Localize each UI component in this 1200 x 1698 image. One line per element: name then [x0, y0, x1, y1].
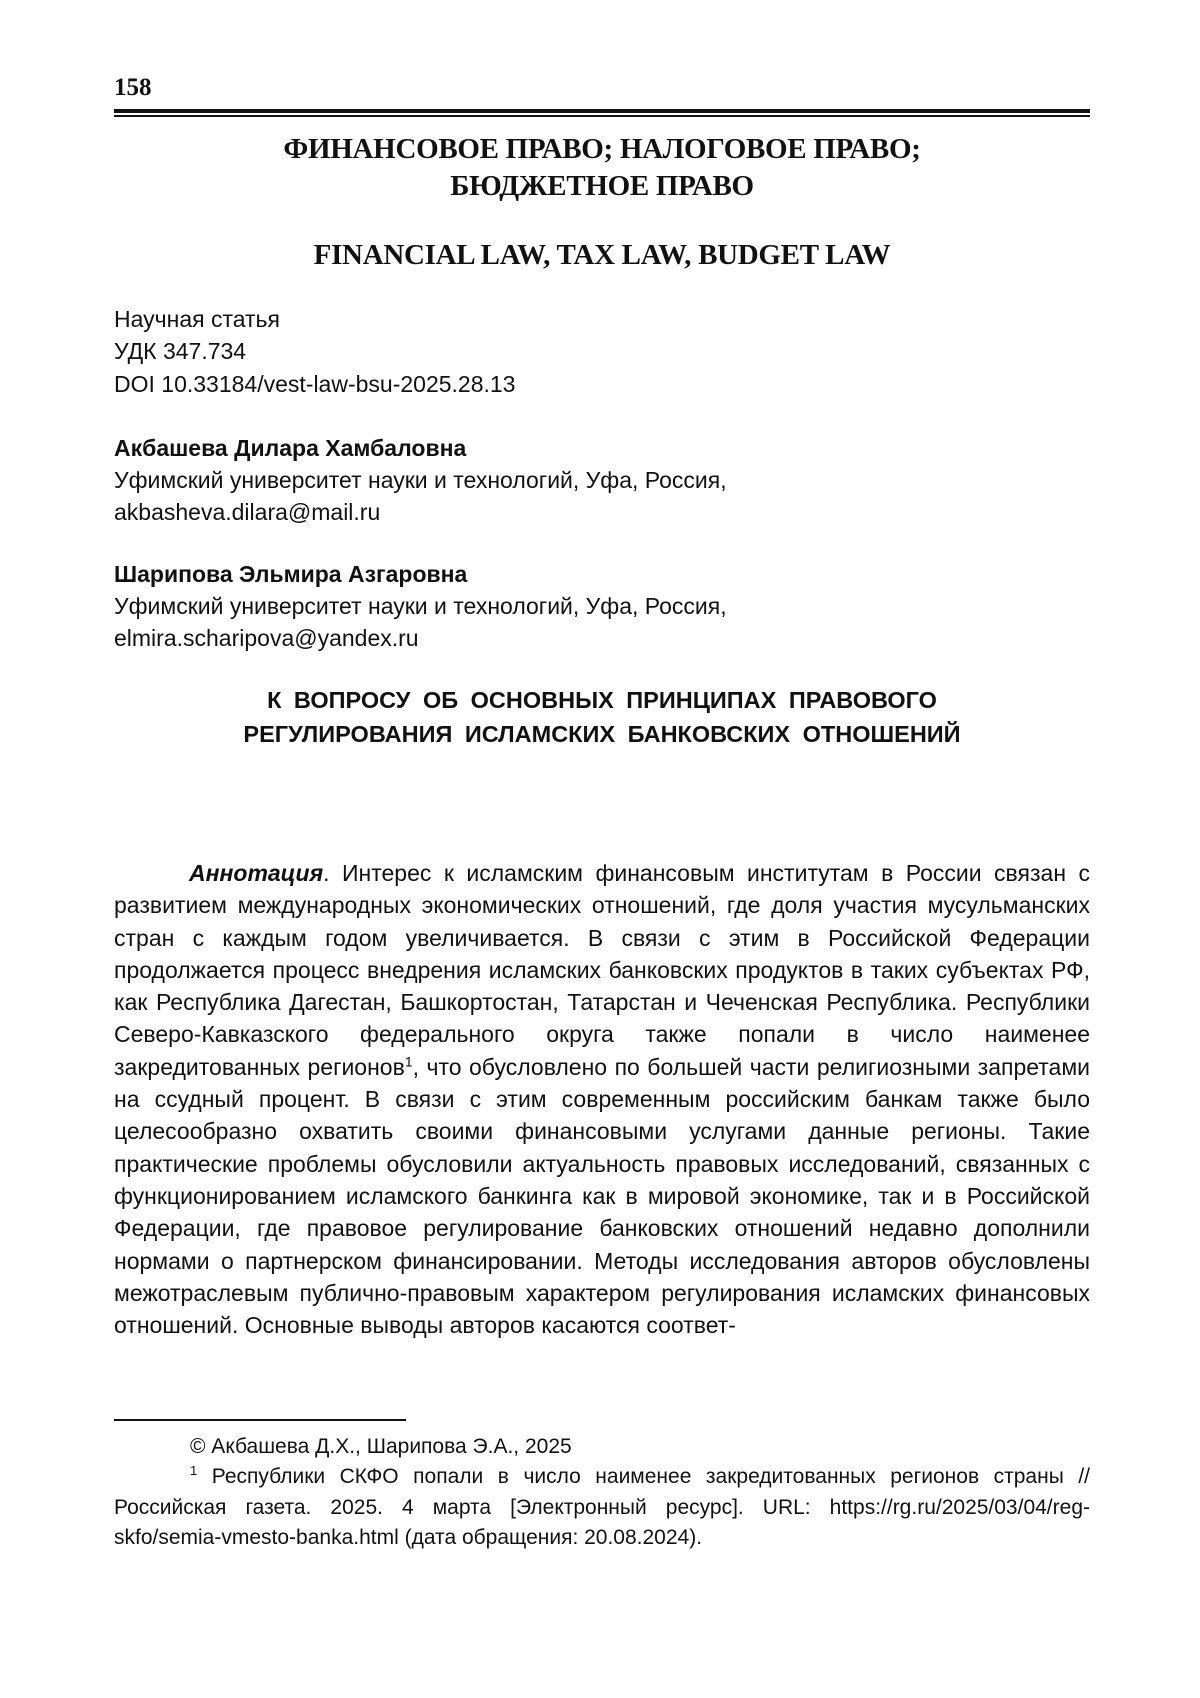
- udk-code: УДК 347.734: [114, 338, 247, 364]
- header-rule: [114, 109, 1090, 117]
- footnote-1: [114, 1462, 1090, 1554]
- author-1-email[interactable]: akbasheva.dilara@mail.ru: [114, 499, 381, 525]
- author-1-name: Акбашева Дилара Хамбаловна: [114, 435, 467, 461]
- footnote-ref-1[interactable]: 1: [404, 1053, 413, 1070]
- header-rule-thick: [114, 109, 1090, 113]
- abstract-text-part2: , что обусловлено по большей части религиозными запретами на ссудный процент. В связи с этим современным российским банкам также было целесообразно охватить своими финансовыми услугами данные регионы. Такие практические проблемы обусловили актуальность правовых исследований, связанных с функционированием исламского банкинга как в мировой экономике, так и в Российской Федерации, где правовое регулирование банковских отношений недавно дополнили нормами о партнерском финансировании. Методы исследования авторов обусловлены межотраслевым публично-правовым характером регулирования исламских финансовых отношений. Основные выводы авторов касаются соответ-: [114, 1053, 1090, 1339]
- section-title-en: FINANCIAL LAW, TAX LAW, BUDGET LAW: [313, 239, 891, 271]
- header-rule-thin: [114, 115, 1090, 117]
- footnote-1-text: Республики СКФО попали в число наименее закредитованных регионов страны // Российская газета. 2025. 4 марта [Электронный ресурс]. URL: https://rg.ru/2025/03/04/reg-skfo/semia-vmesto-banka.html (дата обращения: 20.08.2024).: [114, 1465, 1090, 1549]
- abstract: [114, 857, 1090, 1341]
- page-number: 158: [114, 74, 152, 101]
- footnote-1-number: 1: [190, 1463, 198, 1478]
- footnote-separator: [114, 1419, 406, 1421]
- article-type: Научная статья: [114, 306, 280, 332]
- author-2-email[interactable]: elmira.scharipova@yandex.ru: [114, 625, 419, 651]
- author-2-affiliation: Уфимский университет науки и технологий, Уфа, Россия,: [114, 593, 727, 619]
- article-title-line2: РЕГУЛИРОВАНИЯ ИСЛАМСКИХ БАНКОВСКИХ ОТНОШЕНИЙ: [243, 721, 961, 747]
- doi: DOI 10.33184/vest-law-bsu-2025.28.13: [114, 371, 516, 397]
- abstract-text-part1: . Интерес к исламским финансовым институтам в России связан с развитием международных экономических отношений, где доля участия мусульманских стран с каждым годом увеличивается. В связи с этим в Российской Федерации продолжается процесс внедрения исламских банковских продуктов в таких субъектах РФ, как Республика Дагестан, Башкортостан, Татарстан и Чеченская Республика. Республики Северо-Кавказского федерального округа также попали в число наименее закредитованных регионов: [114, 860, 1090, 1080]
- section-title-ru-line1: ФИНАНСОВОЕ ПРАВО; НАЛОГОВОЕ ПРАВО;: [283, 133, 921, 165]
- copyright-notice: © Акбашева Д.Х., Шарипова Э.А., 2025: [190, 1435, 572, 1458]
- article-title-line1: К ВОПРОСУ ОБ ОСНОВНЫХ ПРИНЦИПАХ ПРАВОВОГО: [267, 687, 937, 713]
- abstract-label: Аннотация: [189, 860, 324, 886]
- author-2-name: Шарипова Эльмира Азгаровна: [114, 561, 468, 587]
- section-title-ru-line2: БЮДЖЕТНОЕ ПРАВО: [450, 170, 754, 202]
- author-1-affiliation: Уфимский университет науки и технологий, Уфа, Россия,: [114, 467, 727, 493]
- journal-page: [114, 0, 1090, 1698]
